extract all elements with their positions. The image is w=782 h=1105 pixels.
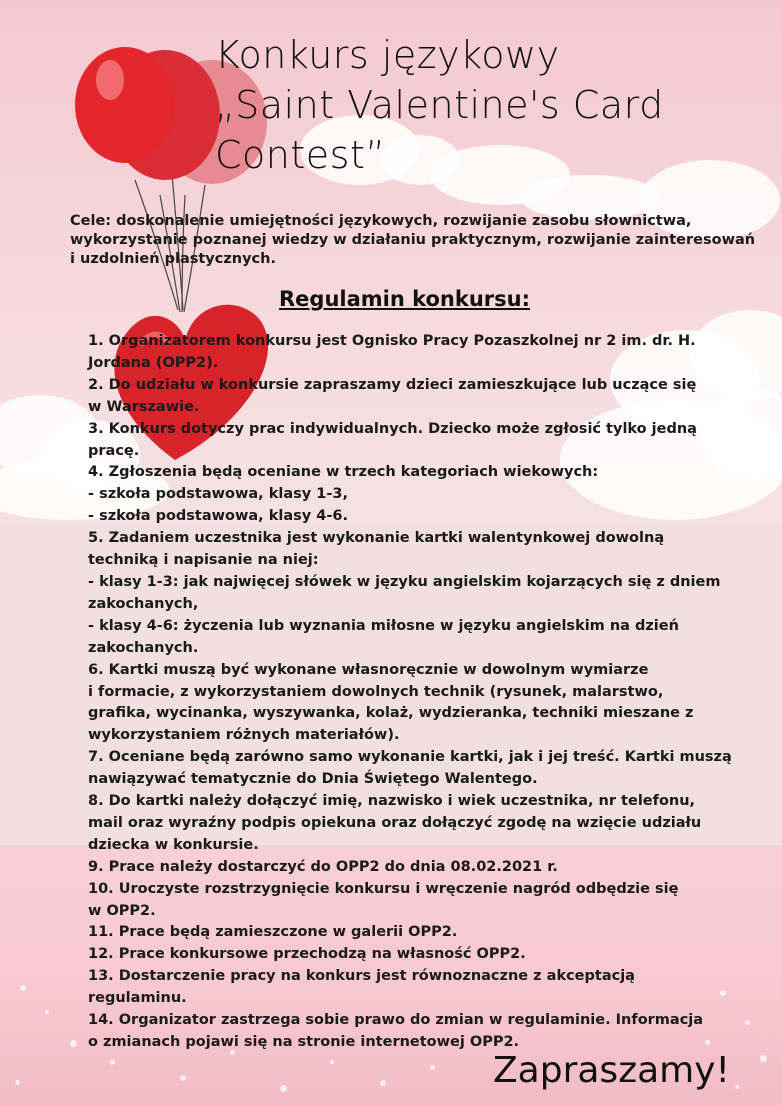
rule-line: - szkoła podstawowa, klasy 1-3, bbox=[88, 486, 348, 503]
rule-line: w OPP2. bbox=[88, 902, 156, 919]
rule-line: 1. Organizatorem konkursu jest Ognisko Pracy Pozaszkolnej nr 2 im. dr. H. bbox=[88, 333, 696, 349]
title-line-2: „Saint Valentine's Card Contest” bbox=[215, 83, 664, 177]
rule-line: 14. Organizator zastrzega sobie prawo do zmian w regulaminie. Informacja bbox=[88, 1012, 704, 1029]
rule-line: 9. Prace należy dostarczyć do OPP2 do dnia 08.02.2021 r. bbox=[88, 858, 558, 875]
title-line-1: Konkurs językowy bbox=[215, 33, 560, 77]
closing-invitation: Zapraszamy! bbox=[493, 1050, 730, 1091]
rule-line: o zmianach pojawi się na stronie internetowej OPP2. bbox=[88, 1034, 520, 1050]
rule-line: zakochanych. bbox=[88, 639, 199, 656]
rule-line: 4. Zgłoszenia będą oceniane w trzech kategoriach wiekowych: bbox=[88, 464, 599, 481]
rule-line: wykorzystaniem różnych materiałów). bbox=[88, 727, 400, 744]
goals-line: i uzdolnień plastycznych. bbox=[70, 251, 276, 267]
rule-line: 6. Kartki muszą być wykonane własnoręcznie w dowolnym wymiarze bbox=[88, 661, 649, 678]
rule-line: Jordana (OPP2). bbox=[88, 354, 219, 371]
rule-line: 2. Do udziału w konkursie zapraszamy dzieci zamieszkujące lub uczące się bbox=[88, 376, 697, 393]
rule-line: i formacie, z wykorzystaniem dowolnych technik (rysunek, malarstwo, bbox=[88, 683, 664, 700]
rule-line: 12. Prace konkursowe przechodzą na własność OPP2. bbox=[88, 946, 526, 963]
regulations-heading: Regulamin konkursu: bbox=[279, 287, 531, 311]
rule-line: - klasy 1-3: jak najwięcej słówek w języku angielskim kojarzących się z dniem bbox=[88, 573, 721, 590]
goals-line: Cele: doskonalenie umiejętności językowych, rozwijanie zasobu słownictwa, bbox=[70, 213, 692, 229]
rule-line: regulaminu. bbox=[88, 990, 187, 1007]
goals-line: wykorzystanie poznanej wiedzy w działaniu praktycznym, rozwijanie zainteresowań bbox=[70, 232, 756, 248]
rule-line: 3. Konkurs dotyczy prac indywidualnych. Dziecko może zgłosić tylko jedną bbox=[88, 420, 697, 437]
rule-line: mail oraz wyraźny podpis opiekuna oraz dołączyć zgodę na wzięcie udziału bbox=[88, 814, 702, 831]
rule-line: - szkoła podstawowa, klasy 4-6. bbox=[88, 508, 348, 525]
rule-line: techniką i napisanie na niej: bbox=[88, 552, 319, 569]
rule-line: 11. Prace będą zamieszczone w galerii OPP2. bbox=[88, 924, 458, 941]
rule-line: 8. Do kartki należy dołączyć imię, nazwisko i wiek uczestnika, nr telefonu, bbox=[88, 793, 696, 810]
rule-line: nawiązywać tematycznie do Dnia Świętego Walentego. bbox=[88, 771, 538, 788]
contest-title bbox=[215, 30, 782, 180]
rule-line: - klasy 4-6: życzenia lub wyznania miłosne w języku angielskim na dzień bbox=[88, 617, 679, 634]
rule-line: w Warszawie. bbox=[88, 398, 200, 415]
rule-line: 10. Uroczyste rozstrzygnięcie konkursu i wręczenie nagród odbędzie się bbox=[88, 880, 679, 897]
rule-line: 13. Dostarczenie pracy na konkurs jest równoznaczne z akceptacją bbox=[88, 968, 635, 985]
rule-line: pracę. bbox=[88, 442, 140, 459]
rule-line: grafika, wycinanka, wyszywanka, kolaż, wydzieranka, techniki mieszane z bbox=[88, 705, 694, 722]
balloon-red-front bbox=[75, 47, 175, 163]
regulations-list bbox=[88, 331, 748, 1054]
goals-paragraph bbox=[70, 212, 770, 269]
rule-line: dziecka w konkursie. bbox=[88, 836, 259, 853]
rule-line: zakochanych, bbox=[88, 595, 199, 612]
rule-line: 7. Oceniane będą zarówno samo wykonanie kartki, jak i jej treść. Kartki muszą bbox=[88, 749, 732, 766]
rule-line: 5. Zadaniem uczestnika jest wykonanie kartki walentynkowej dowolną bbox=[88, 530, 665, 547]
